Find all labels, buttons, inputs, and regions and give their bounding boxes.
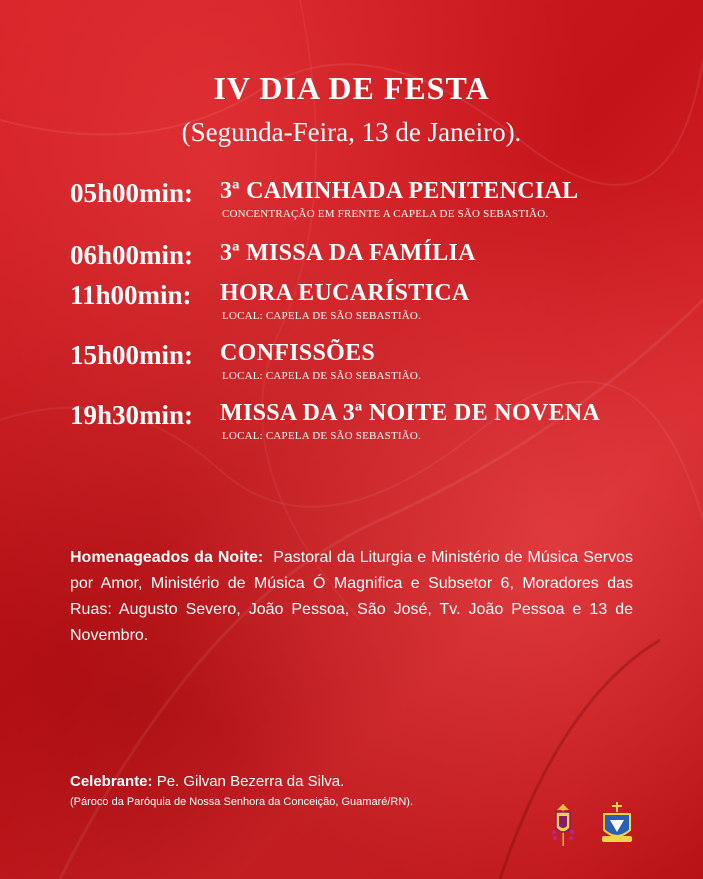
honorees-paragraph xyxy=(70,545,633,649)
schedule-item xyxy=(70,280,670,340)
logos xyxy=(552,802,642,848)
schedule-event: HORA EUCARÍSTICA xyxy=(220,280,470,306)
schedule-item xyxy=(70,340,670,400)
celebrant-label: Celebrante: xyxy=(70,773,153,790)
schedule-item xyxy=(70,178,670,240)
schedule-time: 11h00min: xyxy=(70,280,192,310)
honorees-label: Homenageados da Noite: xyxy=(70,549,264,566)
schedule-item xyxy=(70,400,670,442)
page-subtitle: (Segunda-Feira, 13 de Janeiro). xyxy=(181,117,522,147)
bishop-coat-of-arms-icon xyxy=(552,804,574,846)
schedule-event: CONFISSÕES xyxy=(220,340,376,366)
honorees-text: Pastoral da Liturgia e Ministério de Música Servos por Amor, Ministério de Música Ó Magnifica e Subsetor 6, Moradores das Ruas: Augusto Severo, João Pessoa, São José, Tv. João Pessoa e 13 de Novembro. xyxy=(70,549,633,644)
schedule-item xyxy=(70,240,670,280)
schedule-note: LOCAL: CAPELA DE SÃO SEBASTIÃO. xyxy=(222,430,422,442)
celebrant-parish: (Pároco da Paróquia de Nossa Senhora da Conceição, Guamaré/RN). xyxy=(70,796,414,808)
schedule-note: CONCENTRAÇÃO EM FRENTE A CAPELA DE SÃO SEBASTIÃO. xyxy=(222,208,549,220)
parish-emblem-icon xyxy=(602,802,632,842)
schedule-event: 3ª CAMINHADA PENITENCIAL xyxy=(220,178,579,204)
celebrant-line xyxy=(70,773,344,790)
schedule-time: 06h00min: xyxy=(70,240,194,270)
schedule-time: 19h30min: xyxy=(70,400,194,430)
schedule-note: LOCAL: CAPELA DE SÃO SEBASTIÃO. xyxy=(222,370,422,382)
schedule-time: 05h00min: xyxy=(70,178,194,208)
schedule-time: 15h00min: xyxy=(70,340,194,370)
header xyxy=(0,70,703,148)
schedule-event: MISSA DA 3ª NOITE DE NOVENA xyxy=(220,400,601,426)
celebrant-name: Pe. Gilvan Bezerra da Silva. xyxy=(156,773,345,790)
schedule-note: LOCAL: CAPELA DE SÃO SEBASTIÃO. xyxy=(222,310,422,322)
page-title: IV DIA DE FESTA xyxy=(213,70,490,106)
schedule-list xyxy=(70,178,670,442)
schedule-event: 3ª MISSA DA FAMÍLIA xyxy=(220,240,476,266)
